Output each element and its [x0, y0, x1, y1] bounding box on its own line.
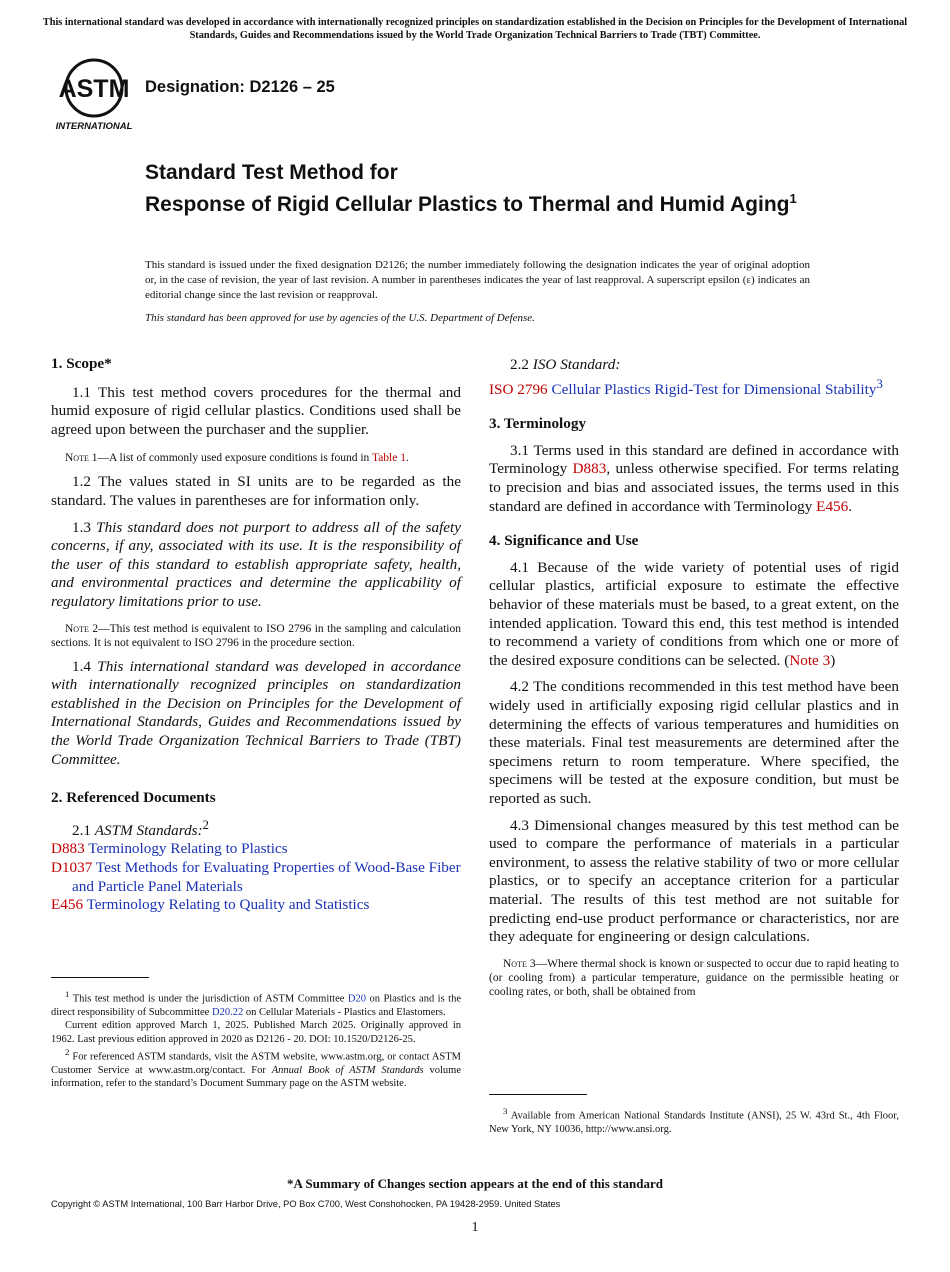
para-1-2: 1.2 The values stated in SI units are to be regarded as the standard. The values in parentheses are for information only.: [51, 473, 461, 509]
svg-text:ASTM: ASTM: [58, 75, 130, 103]
d883-link[interactable]: D883: [572, 460, 607, 478]
para-4-2: 4.2 The conditions recommended in this test method have been widely used in artificially exposing rigid cellular plastics and in determining the effects of various temperatures and humidities on these materials. Final test measurements are determined after the specimens return to room temperature. Where specified, the specimens will be tested at the exposure condition, but must be reported as such.: [489, 678, 899, 807]
footnote-divider-left: [51, 977, 149, 978]
footnotes-left: [51, 988, 461, 1091]
astm-logo: [54, 56, 134, 132]
ref-e456[interactable]: E456 Terminology Relating to Quality and Statistics: [51, 896, 370, 914]
note-3: Note 3—Where thermal shock is known or suspected to occur due to rapid heating to (or cooling from) a particular temperature, guidance on the permissible heating or cooling rates, or both, shall be obtained from: [489, 957, 899, 998]
note-2: Note 2—This test method is equivalent to ISO 2796 in the sampling and calculation sections. It is not equivalent to ISO 2796 in the procedure section.: [51, 622, 461, 649]
para-1-1: 1.1 This test method covers procedures for the thermal and humid exposure of rigid cellular plastics. Conditions used shall be agreed upon between the purchaser and the supplier.: [51, 383, 461, 438]
footnote-ref-2[interactable]: 2: [202, 817, 209, 832]
para-1-3: 1.3 This standard does not purport to address all of the safety concerns, if any, associated with its use. It is the responsibility of the user of this standard to establish appropriate safety, health, and environmental practices and determine the applicability of regulatory limitations prior to use.: [51, 518, 462, 610]
page-number: 1: [471, 1220, 479, 1235]
e456-link[interactable]: E456: [816, 497, 849, 515]
left-column: [51, 355, 461, 915]
section-1-heading: 1. Scope*: [51, 355, 112, 372]
ref-d883[interactable]: D883 Terminology Relating to Plastics: [51, 840, 288, 858]
para-2-2: 2.2 ISO Standard:: [510, 356, 621, 373]
footnote-3: $^3$ Available from American National Standards Institute (ANSI), 25 W. 43rd St., 4th Floor, New York, NY 10036, http://www.ansi.org.: [489, 1106, 900, 1135]
footnote-divider-right: [489, 1094, 587, 1095]
section-4-heading: 4. Significance and Use: [489, 532, 639, 550]
title-line-2: Response of Rigid Cellular Plastics to Thermal and Humid Aging$^1$: [145, 191, 797, 216]
page-title: [145, 160, 835, 218]
para-1-4: 1.4 This international standard was developed in accordance with internationally recognized principles on standardization established in the Decision on Principles for the Development of International Standards, Guides and Recommendations issued by the World Trade Organization Technical Barriers to Trade (TBT) Committee.: [51, 657, 462, 768]
note-3-link[interactable]: Note 3: [789, 651, 831, 669]
svg-text:INTERNATIONAL: INTERNATIONAL: [55, 121, 133, 132]
designation: Designation: D2126 – 25: [145, 78, 335, 96]
note-1: Note 1—A list of commonly used exposure conditions is found in Table 1.: [65, 452, 409, 465]
d2022-link[interactable]: D20.22: [211, 1006, 244, 1018]
dod-approval-note: This standard has been approved for use by agencies of the U.S. Department of Defense.: [145, 312, 535, 324]
summary-of-changes-note: *A Summary of Changes section appears at the end of this standard: [287, 1176, 663, 1191]
footnote-1-edition: Current edition approved March 1, 2025. Published March 2025. Originally approved in 1962. Last previous edition approved in 2020 as D2126 - 20. DOI: 10.1520/D2126-25.: [51, 1020, 461, 1045]
section-2-heading: 2. Referenced Documents: [51, 789, 216, 807]
copyright: Copyright © ASTM International, 100 Barr Harbor Drive, PO Box C700, West Conshohocken, PA 19428-2959. United States: [51, 1199, 561, 1209]
para-4-1: 4.1 Because of the wide variety of potential uses of rigid cellular plastics, artificial exposure to estimate the effective behavior of these materials must be based, to a great extent, on the intended application. Toward this end, this test method is intended to recommend a variety of conditions from which one or more of the desired exposure conditions can be selected. (Note 3): [489, 558, 899, 669]
para-2-1: 2.1 ASTM Standards:$^2$: [72, 817, 209, 839]
footnote-2: $^2$ For referenced ASTM standards, visit the ASTM website, www.astm.org, or contact ASTM Customer Service at www.astm.org/contact. For Annual Book of ASTM Standards volume information, refer to the standard’s Document Summary page on the ASTM website.: [51, 1047, 462, 1090]
top-notice: This international standard was developed in accordance with internationally recognized principles on standardization established in the Decision on Principles for the Development of International Standards, Guides and Recommendations issued by the World Trade Organization Technical Barriers to Trade (TBT) Committee.: [42, 17, 908, 41]
right-column: [489, 356, 899, 999]
footnote-ref-1[interactable]: 1: [789, 191, 797, 206]
section-3-heading: 3. Terminology: [489, 415, 587, 433]
issuance-note: This standard is issued under the fixed designation D2126; the number immediately following the designation indicates the year of original adoption or, in the case of revision, the year of last revision. A number in parentheses indicates the year of last reapproval. A superscript epsilon (ε) indicates an editorial change since the last revision or reapproval.: [145, 259, 810, 301]
table-1-link[interactable]: Table 1: [371, 452, 406, 465]
para-4-3: 4.3 Dimensional changes measured by this test method can be used to compare the performance of materials in a particular environment, to assess the relative stability of two or more cellular plastics, or to specify an acceptance criterion for a particular material. The results of this test method are not suitable for predicting end-use product performance or characteristics, nor are they adequate for engineering or design calculations.: [489, 816, 899, 946]
d20-link[interactable]: D20: [347, 993, 366, 1005]
title-line-1: Standard Test Method for: [145, 161, 398, 184]
footnotes-right: [489, 1105, 899, 1136]
footnote-1: $^1$ This test method is under the jurisdiction of ASTM Committee D20 on Plastics and is the direct responsibility of Subcommittee D20.22 on Cellular Materials - Plastics and Elastomers.: [51, 989, 462, 1018]
ref-d1037[interactable]: D1037 Test Methods for Evaluating Properties of Wood-Base Fiber and Particle Panel Materials: [51, 858, 461, 895]
ref-iso-2796[interactable]: ISO 2796 Cellular Plastics Rigid-Test for Dimensional Stability$^3$: [489, 376, 883, 398]
para-3-1: 3.1 Terms used in this standard are defined in accordance with Terminology D883, unless otherwise specified. For terms relating to precision and bias and associated issues, the terms used in this standard are defined in accordance with Terminology E456.: [489, 441, 899, 515]
